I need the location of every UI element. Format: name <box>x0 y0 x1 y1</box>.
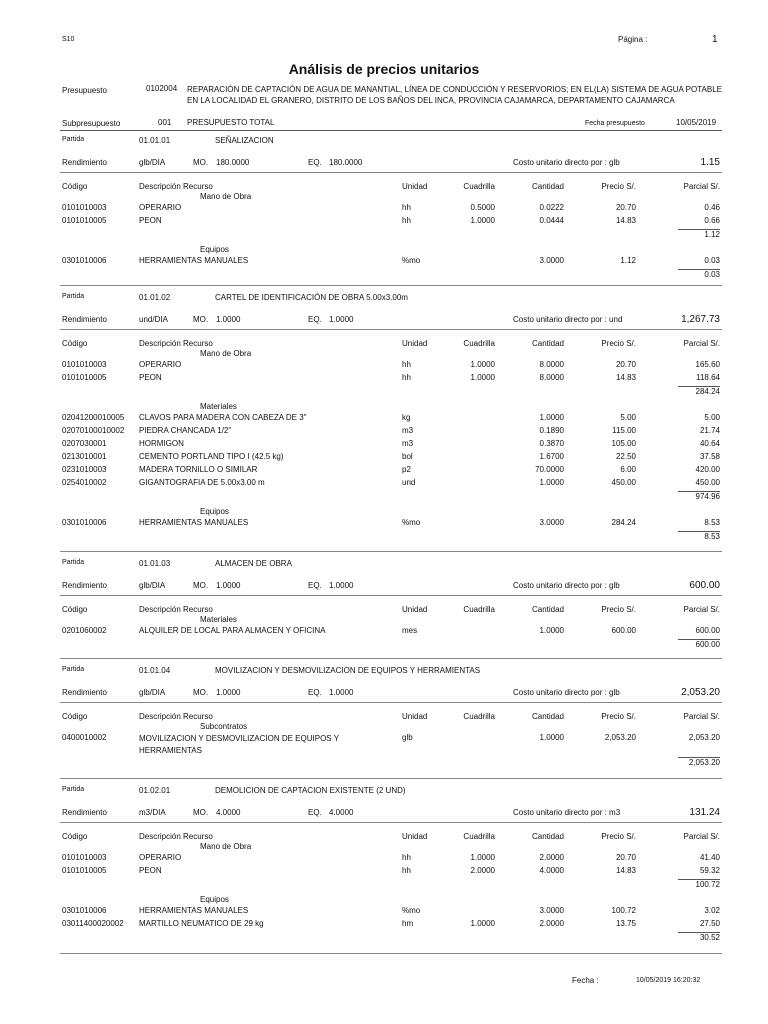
col-cuadrilla: Cuadrilla <box>463 182 495 191</box>
item-code: 03011400020002 <box>62 919 124 928</box>
item-parcial: 27.50 <box>699 919 720 928</box>
group-subtotal: 284.24 <box>695 387 720 396</box>
item-cantidad: 1.0000 <box>539 733 564 742</box>
item-description: PEON <box>139 216 162 225</box>
eq-label: EQ. <box>308 158 322 167</box>
item-description: MARTILLO NEUMATICO DE 29 kg <box>139 919 264 928</box>
item-precio: 14.83 <box>615 373 636 382</box>
col-codigo: Código <box>62 605 88 614</box>
item-description: OPERARIO <box>139 203 182 212</box>
col-cantidad: Cantidad <box>531 605 564 614</box>
item-cuadrilla: 0.5000 <box>470 203 495 212</box>
item-unit: hm <box>402 919 414 928</box>
col-codigo: Código <box>62 712 88 721</box>
item-cuadrilla: 1.0000 <box>470 360 495 369</box>
section-divider <box>60 822 722 823</box>
footer-fecha-value: 10/05/2019 16:20:32 <box>636 977 701 984</box>
partida-name: CARTEL DE IDENTIFICACIÓN DE OBRA 5.00x3.00m <box>215 293 408 302</box>
col-cuadrilla: Cuadrilla <box>463 832 495 841</box>
item-cantidad: 1.0000 <box>539 478 564 487</box>
item-code: 0101010003 <box>62 203 107 212</box>
unit-cost: 2,053.20 <box>681 687 720 698</box>
item-description: OPERARIO <box>139 853 182 862</box>
header-divider <box>60 130 722 131</box>
partida-label: Partida <box>62 293 85 300</box>
item-cantidad: 70.0000 <box>535 465 564 474</box>
partida-label: Partida <box>62 666 85 673</box>
section-divider <box>60 702 722 703</box>
item-cantidad: 3.0000 <box>539 906 564 915</box>
unit-cost: 1,267.73 <box>681 314 720 325</box>
presupuesto-code: 0102004 <box>146 84 178 93</box>
item-cantidad: 2.0000 <box>539 853 564 862</box>
footer-fecha-label: Fecha : <box>572 976 599 985</box>
partida-end-divider <box>60 658 722 659</box>
partida-code: 01.01.02 <box>139 293 171 302</box>
group-subtotal: 2,053.20 <box>688 758 720 767</box>
item-precio: 5.00 <box>620 413 636 422</box>
item-unit: hh <box>402 360 411 369</box>
partida-name: DEMOLICION DE CAPTACION EXISTENTE (2 UND) <box>215 786 406 795</box>
item-code: 0301010006 <box>62 906 107 915</box>
item-cantidad: 1.0000 <box>539 413 564 422</box>
item-code: 0213010001 <box>62 452 107 461</box>
item-cantidad: 3.0000 <box>539 518 564 527</box>
eq-label: EQ. <box>308 808 322 817</box>
mo-label: MO. <box>193 688 209 697</box>
col-cuadrilla: Cuadrilla <box>463 605 495 614</box>
item-cantidad: 1.0000 <box>539 626 564 635</box>
section-divider <box>60 172 722 173</box>
item-cantidad: 2.0000 <box>539 919 564 928</box>
rendimiento-unit: glb/DIA <box>139 688 166 697</box>
partida-end-divider <box>60 285 722 286</box>
subpresupuesto-label: Subpresupuesto <box>62 119 121 128</box>
col-descripcion: Descripción Recurso <box>139 832 213 841</box>
rendimiento-unit: glb/DIA <box>139 158 166 167</box>
section-divider <box>60 329 722 330</box>
item-precio: 6.00 <box>620 465 636 474</box>
item-code: 0400010002 <box>62 733 107 742</box>
item-description: HERRAMIENTAS MANUALES <box>139 518 249 527</box>
item-description: PEON <box>139 373 162 382</box>
col-parcial: Parcial S/. <box>683 339 720 348</box>
eq-label: EQ. <box>308 688 322 697</box>
col-precio: Precio S/. <box>601 712 636 721</box>
item-parcial: 8.53 <box>704 518 720 527</box>
item-code: 0101010003 <box>62 853 107 862</box>
item-cantidad: 3.0000 <box>539 256 564 265</box>
item-precio: 14.83 <box>615 866 636 875</box>
item-precio: 14.83 <box>615 216 636 225</box>
item-parcial: 165.60 <box>695 360 720 369</box>
cost-label: Costo unitario directo por : glb <box>513 158 620 167</box>
col-parcial: Parcial S/. <box>683 712 720 721</box>
item-parcial: 0.66 <box>704 216 720 225</box>
item-description: HORMIGON <box>139 439 184 448</box>
item-unit: mes <box>402 626 418 635</box>
group-name: Mano de Obra <box>200 349 252 358</box>
item-description: ALQUILER DE LOCAL PARA ALMACEN Y OFICINA <box>139 626 326 635</box>
item-code: 0207030001 <box>62 439 107 448</box>
col-cuadrilla: Cuadrilla <box>463 712 495 721</box>
item-unit: hh <box>402 866 411 875</box>
partida-end-divider <box>60 551 722 552</box>
col-descripcion: Descripción Recurso <box>139 712 213 721</box>
mo-label: MO. <box>193 808 209 817</box>
item-precio: 100.72 <box>611 906 636 915</box>
item-unit: glb <box>402 733 413 742</box>
mo-label: MO. <box>193 315 209 324</box>
subpresupuesto-code: 001 <box>158 118 172 127</box>
item-cuadrilla: 1.0000 <box>470 853 495 862</box>
item-code: 0254010002 <box>62 478 107 487</box>
rendimiento-unit: und/DIA <box>139 315 168 324</box>
partida-label: Partida <box>62 786 85 793</box>
item-precio: 22.50 <box>615 452 636 461</box>
mo-value: 1.0000 <box>216 688 241 697</box>
eq-value: 1.0000 <box>329 688 354 697</box>
item-code: 02041200010005 <box>62 413 125 422</box>
item-cantidad: 0.0222 <box>539 203 564 212</box>
col-descripcion: Descripción Recurso <box>139 339 213 348</box>
item-code: 0101010003 <box>62 360 107 369</box>
item-description: PIEDRA CHANCADA 1/2" <box>139 426 232 435</box>
item-code: 0101010005 <box>62 373 107 382</box>
col-parcial: Parcial S/. <box>683 182 720 191</box>
item-unit: m3 <box>402 439 414 448</box>
partida-end-divider <box>60 953 722 954</box>
subpresupuesto-description: PRESUPUESTO TOTAL <box>187 118 275 127</box>
group-subtotal: 600.00 <box>695 640 720 649</box>
item-code: 0101010005 <box>62 866 107 875</box>
item-unit: p2 <box>402 465 411 474</box>
group-subtotal: 0.03 <box>704 270 720 279</box>
eq-label: EQ. <box>308 581 322 590</box>
group-name: Equipos <box>200 507 229 516</box>
item-cantidad: 0.3870 <box>539 439 564 448</box>
page-title: Análisis de precios unitarios <box>288 61 480 77</box>
eq-value: 180.0000 <box>329 158 363 167</box>
partida-name: SEÑALIZACION <box>215 136 274 145</box>
mo-value: 4.0000 <box>216 808 241 817</box>
item-parcial: 37.58 <box>699 452 720 461</box>
item-description: OPERARIO <box>139 360 182 369</box>
col-descripcion: Descripción Recurso <box>139 182 213 191</box>
item-precio: 105.00 <box>611 439 636 448</box>
group-subtotal: 100.72 <box>695 880 720 889</box>
rendimiento-unit: glb/DIA <box>139 581 166 590</box>
item-parcial: 59.32 <box>699 866 720 875</box>
rendimiento-label: Rendimiento <box>62 808 107 817</box>
col-descripcion: Descripción Recurso <box>139 605 213 614</box>
partida-label: Partida <box>62 136 85 143</box>
col-precio: Precio S/. <box>601 832 636 841</box>
item-description: CLAVOS PARA MADERA CON CABEZA DE 3" <box>139 413 307 422</box>
mo-label: MO. <box>193 581 209 590</box>
fecha-presupuesto-label: Fecha presupuesto <box>585 120 645 127</box>
item-cantidad: 0.0444 <box>539 216 564 225</box>
col-unidad: Unidad <box>402 712 428 721</box>
item-code: 0101010005 <box>62 216 107 225</box>
cost-label: Costo unitario directo por : und <box>513 315 623 324</box>
item-parcial: 2,053.20 <box>688 733 720 742</box>
group-name: Subcontratos <box>200 722 248 731</box>
partida-name: ALMACEN DE OBRA <box>215 559 292 568</box>
item-cuadrilla: 1.0000 <box>470 373 495 382</box>
presupuesto-description: REPARACIÓN DE CAPTACIÓN DE AGUA DE MANANTIAL, LÍNEA DE CONDUCCIÓN Y RESERVORIOS; EN EL(LA) SISTEMA DE AGUA POTABLE EN LA LOCALIDAD EL GRANERO, DISTRITO DE LOS BAÑOS DEL INCA, PROVINCIA CAJAMARCA, DEPARTAMENTO CAJAMARCA <box>187 85 722 105</box>
item-parcial: 0.46 <box>704 203 720 212</box>
item-parcial: 21.74 <box>699 426 720 435</box>
mo-value: 1.0000 <box>216 315 241 324</box>
item-precio: 20.70 <box>615 853 636 862</box>
col-precio: Precio S/. <box>601 605 636 614</box>
group-subtotal: 1.12 <box>704 230 720 239</box>
item-description: MOVILIZACION Y DESMOVILIZACION DE EQUIPOS Y HERRAMIENTAS <box>139 734 339 755</box>
col-unidad: Unidad <box>402 605 428 614</box>
mo-label: MO. <box>193 158 209 167</box>
item-precio: 115.00 <box>612 426 636 435</box>
group-name: Mano de Obra <box>200 192 252 201</box>
unit-cost: 131.24 <box>689 807 720 818</box>
item-cantidad: 8.0000 <box>539 373 564 382</box>
group-name: Equipos <box>200 895 229 904</box>
partida-code: 01.01.04 <box>139 666 171 675</box>
item-description: HERRAMIENTAS MANUALES <box>139 906 249 915</box>
rendimiento-label: Rendimiento <box>62 688 107 697</box>
col-cantidad: Cantidad <box>531 339 564 348</box>
item-unit: bol <box>402 452 413 461</box>
col-codigo: Código <box>62 182 88 191</box>
page-number: 1 <box>712 34 718 45</box>
col-unidad: Unidad <box>402 832 428 841</box>
group-name: Mano de Obra <box>200 842 252 851</box>
eq-value: 1.0000 <box>329 315 354 324</box>
col-unidad: Unidad <box>402 182 428 191</box>
item-parcial: 41.40 <box>699 853 720 862</box>
cost-label: Costo unitario directo por : m3 <box>513 808 621 817</box>
section-divider <box>60 595 722 596</box>
item-unit: %mo <box>402 906 421 915</box>
item-unit: hh <box>402 853 411 862</box>
group-name: Materiales <box>200 402 237 411</box>
item-precio: 13.75 <box>615 919 636 928</box>
item-unit: %mo <box>402 518 421 527</box>
rendimiento-label: Rendimiento <box>62 315 107 324</box>
col-parcial: Parcial S/. <box>683 605 720 614</box>
item-code: 0201060002 <box>62 626 107 635</box>
item-unit: hh <box>402 373 411 382</box>
item-description: HERRAMIENTAS MANUALES <box>139 256 249 265</box>
item-precio: 20.70 <box>615 360 636 369</box>
col-cuadrilla: Cuadrilla <box>463 339 495 348</box>
partida-code: 01.02.01 <box>139 786 171 795</box>
item-cuadrilla: 1.0000 <box>470 216 495 225</box>
item-code: 0231010003 <box>62 465 107 474</box>
col-parcial: Parcial S/. <box>683 832 720 841</box>
item-cuadrilla: 2.0000 <box>470 866 495 875</box>
item-precio: 1.12 <box>620 256 636 265</box>
item-parcial: 3.02 <box>704 906 720 915</box>
partida-end-divider <box>60 778 722 779</box>
partida-code: 01.01.01 <box>139 136 171 145</box>
item-parcial: 600.00 <box>695 626 720 635</box>
mo-value: 1.0000 <box>216 581 241 590</box>
col-precio: Precio S/. <box>601 339 636 348</box>
col-cantidad: Cantidad <box>531 182 564 191</box>
group-subtotal: 30.52 <box>699 933 720 942</box>
partida-name: MOVILIZACION Y DESMOVILIZACION DE EQUIPOS Y HERRAMIENTAS <box>215 666 481 675</box>
item-precio: 450.00 <box>611 478 636 487</box>
item-code: 0301010006 <box>62 256 107 265</box>
group-name: Equipos <box>200 245 229 254</box>
system-label: S10 <box>62 36 75 43</box>
item-precio: 600.00 <box>611 626 636 635</box>
item-description: CEMENTO PORTLAND TIPO I (42.5 kg) <box>139 452 284 461</box>
item-unit: und <box>402 478 416 487</box>
item-cantidad: 0.1890 <box>539 426 564 435</box>
group-subtotal: 8.53 <box>704 532 720 541</box>
item-parcial: 118.64 <box>696 373 720 382</box>
page-label: Página : <box>618 35 648 44</box>
unit-cost: 600.00 <box>689 580 720 591</box>
eq-value: 4.0000 <box>329 808 354 817</box>
item-cuadrilla: 1.0000 <box>470 919 495 928</box>
item-parcial: 5.00 <box>704 413 720 422</box>
group-name: Materiales <box>200 615 237 624</box>
partida-label: Partida <box>62 559 85 566</box>
cost-label: Costo unitario directo por : glb <box>513 688 620 697</box>
col-cantidad: Cantidad <box>531 712 564 721</box>
item-cantidad: 1.6700 <box>539 452 564 461</box>
item-unit: %mo <box>402 256 421 265</box>
item-unit: hh <box>402 216 411 225</box>
item-precio: 284.24 <box>611 518 636 527</box>
item-unit: hh <box>402 203 411 212</box>
unit-cost: 1.15 <box>700 157 720 168</box>
item-cantidad: 4.0000 <box>539 866 564 875</box>
mo-value: 180.0000 <box>216 158 250 167</box>
col-codigo: Código <box>62 832 88 841</box>
item-precio: 20.70 <box>615 203 636 212</box>
rendimiento-label: Rendimiento <box>62 581 107 590</box>
col-unidad: Unidad <box>402 339 428 348</box>
fecha-presupuesto-value: 10/05/2019 <box>676 118 717 127</box>
item-parcial: 420.00 <box>695 465 720 474</box>
item-parcial: 40.64 <box>699 439 720 448</box>
col-cantidad: Cantidad <box>531 832 564 841</box>
rendimiento-label: Rendimiento <box>62 158 107 167</box>
item-precio: 2,053.20 <box>604 733 636 742</box>
item-parcial: 0.03 <box>704 256 720 265</box>
item-description: PEON <box>139 866 162 875</box>
item-description: MADERA TORNILLO O SIMILAR <box>139 465 258 474</box>
item-code: 0301010006 <box>62 518 107 527</box>
rendimiento-unit: m3/DIA <box>139 808 166 817</box>
item-description: GIGANTOGRAFIA DE 5.00x3.00 m <box>139 478 265 487</box>
item-code: 02070100010002 <box>62 426 125 435</box>
col-codigo: Código <box>62 339 88 348</box>
partida-code: 01.01.03 <box>139 559 171 568</box>
cost-label: Costo unitario directo por : glb <box>513 581 620 590</box>
item-parcial: 450.00 <box>695 478 720 487</box>
eq-label: EQ. <box>308 315 322 324</box>
item-unit: m3 <box>402 426 414 435</box>
item-unit: kg <box>402 413 411 422</box>
item-cantidad: 8.0000 <box>539 360 564 369</box>
col-precio: Precio S/. <box>601 182 636 191</box>
eq-value: 1.0000 <box>329 581 354 590</box>
presupuesto-label: Presupuesto <box>62 86 107 95</box>
group-subtotal: 974.96 <box>695 492 720 501</box>
